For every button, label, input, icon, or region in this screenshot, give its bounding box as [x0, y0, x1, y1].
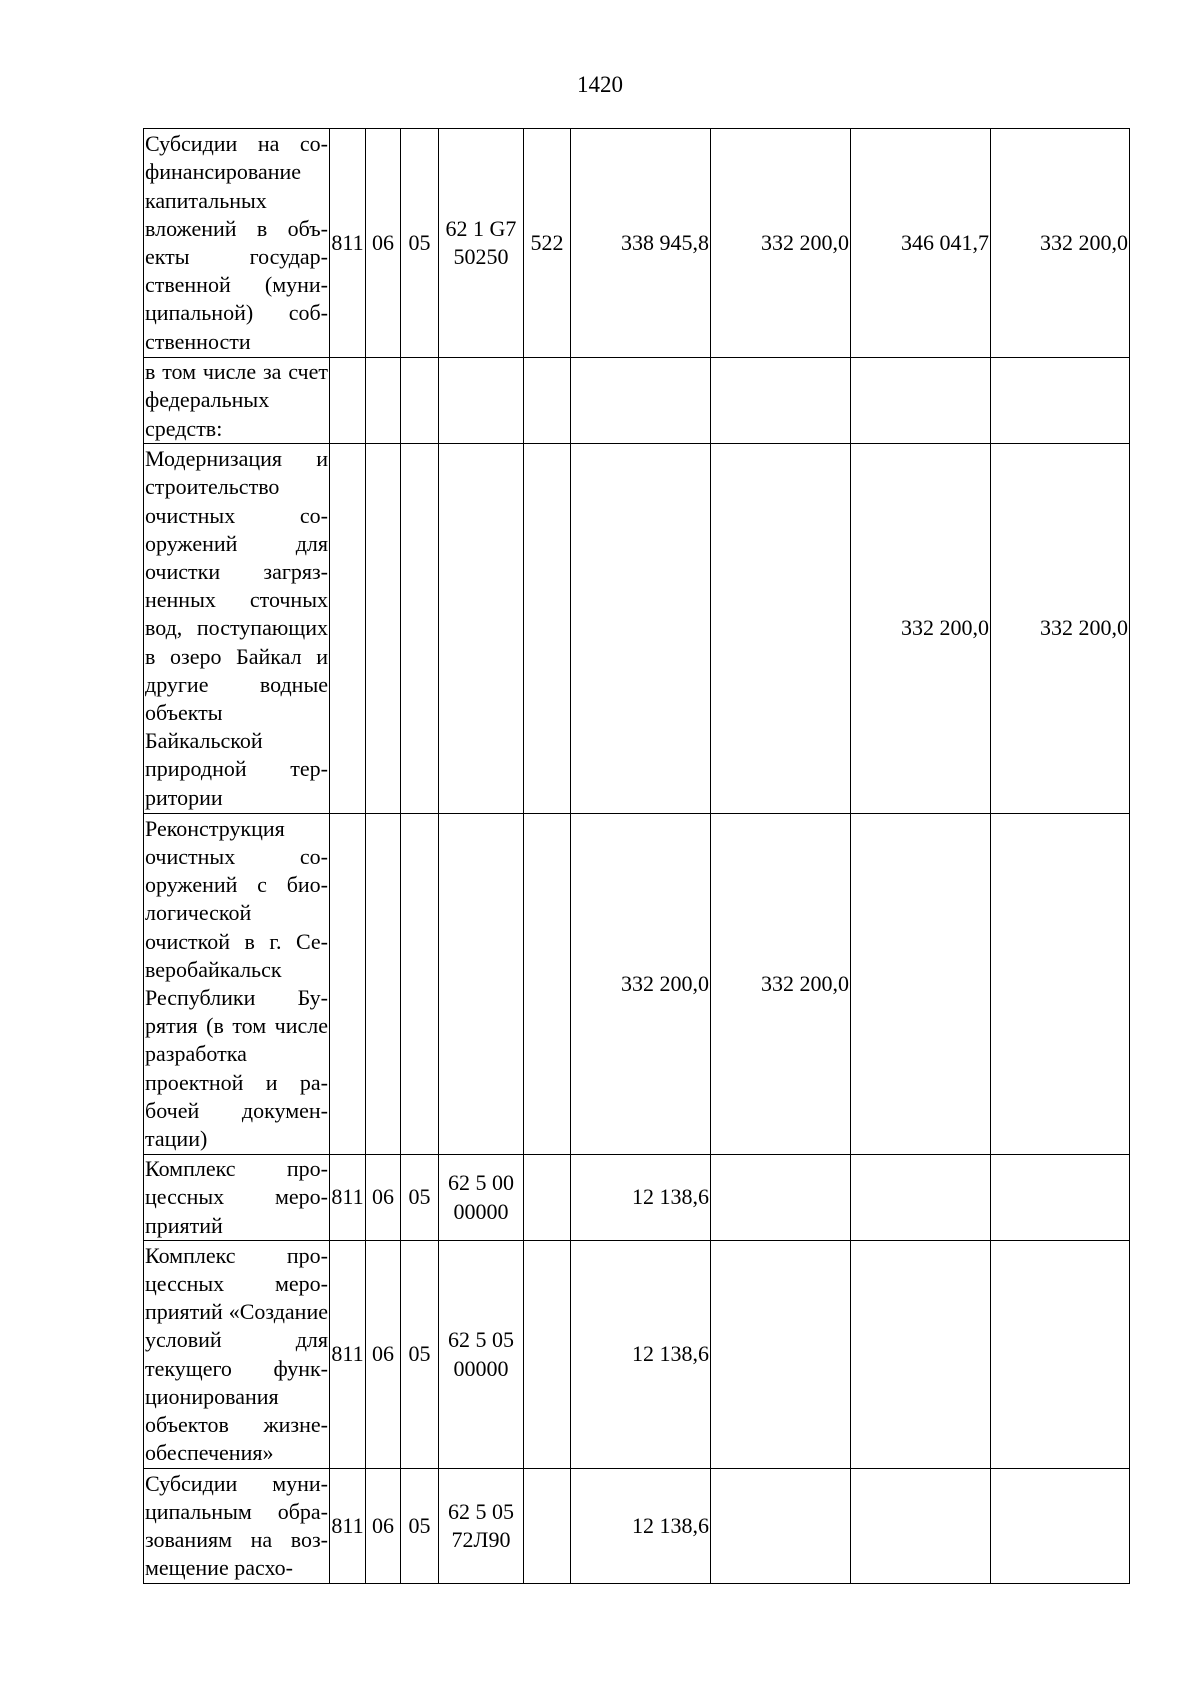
value-1: [571, 358, 711, 444]
value-3: [851, 358, 991, 444]
value-3: [851, 814, 991, 1155]
code-vr: [524, 1155, 571, 1241]
code-subsection: [401, 814, 439, 1155]
table-body: [144, 129, 1130, 1584]
value-2: [711, 1155, 851, 1241]
value-4: [991, 1241, 1130, 1469]
value-3: 346 041,7: [851, 129, 991, 358]
value-1: 12 138,6: [571, 1155, 711, 1241]
value-1: 332 200,0: [571, 814, 711, 1155]
code-vr: [524, 358, 571, 444]
code-vr: [524, 814, 571, 1155]
value-1: [571, 444, 711, 814]
code-subsection: 05: [401, 1241, 439, 1469]
value-2: [711, 1241, 851, 1469]
code-csr-part1: 62 5 00: [448, 1170, 514, 1196]
code-csr-part2: 72Л90: [451, 1527, 511, 1552]
code-vr: [524, 1469, 571, 1584]
code-vr: 522: [524, 129, 571, 358]
code-csr: [439, 129, 524, 358]
code-section: [366, 814, 401, 1155]
value-2: 332 200,0: [711, 129, 851, 358]
value-1: 338 945,8: [571, 129, 711, 358]
value-3: [851, 1469, 991, 1584]
value-2: [711, 1469, 851, 1584]
code-section: [366, 358, 401, 444]
code-csr: [439, 1469, 524, 1584]
code-admin: 811: [330, 1241, 366, 1469]
value-4: 332 200,0: [991, 444, 1130, 814]
value-3: [851, 1241, 991, 1469]
value-4: [991, 358, 1130, 444]
table-row: [144, 444, 1130, 814]
value-2: [711, 444, 851, 814]
value-3: 332 200,0: [851, 444, 991, 814]
table-row: [144, 1469, 1130, 1584]
row-name: Субсидии муниципальным образованиям на возмещение расхо-: [144, 1469, 330, 1584]
value-4: [991, 1469, 1130, 1584]
table-row: [144, 1155, 1130, 1241]
code-csr: [439, 814, 524, 1155]
code-csr-part1: 62 5 05: [448, 1327, 514, 1353]
code-csr-part2: 00000: [453, 1198, 509, 1224]
code-section: 06: [366, 1155, 401, 1241]
code-csr: [439, 1241, 524, 1469]
code-section: [366, 444, 401, 814]
code-subsection: 05: [401, 1469, 439, 1584]
row-name: Комплекс процессных мероприятий «Создание условий для текущего функционирования объектов жизнеобеспечения»: [144, 1241, 330, 1469]
code-csr-part1: 62 5 05: [448, 1498, 514, 1524]
code-subsection: 05: [401, 1155, 439, 1241]
code-admin: [330, 444, 366, 814]
code-admin: [330, 814, 366, 1155]
row-name: Комплекс процессных мероприятий: [144, 1155, 330, 1241]
code-csr: [439, 1155, 524, 1241]
row-name: Субсидии на софинансирование капитальных вложений в объекты государственной (муниципальной) собственности: [144, 129, 330, 358]
code-admin: 811: [330, 1469, 366, 1584]
row-name: Реконструкция очистных сооружений с биологической очисткой в г. Северобайкальск Республики Бурятия (в том числе разработка проектной и рабочей документации): [144, 814, 330, 1155]
row-name: в том числе за счет федеральных средств:: [144, 358, 330, 444]
value-1: 12 138,6: [571, 1241, 711, 1469]
table-row: [144, 129, 1130, 358]
value-1: 12 138,6: [571, 1469, 711, 1584]
code-csr-part1: 62 1 G7: [445, 215, 517, 241]
code-csr-part2: 50250: [453, 244, 509, 269]
table-row: [144, 358, 1130, 444]
code-csr-part2: 00000: [453, 1355, 509, 1381]
value-3: [851, 1155, 991, 1241]
value-4: 332 200,0: [991, 129, 1130, 358]
code-section: 06: [366, 1241, 401, 1469]
code-vr: [524, 444, 571, 814]
table-row: [144, 814, 1130, 1155]
code-csr: [439, 358, 524, 444]
code-admin: [330, 358, 366, 444]
value-2: [711, 358, 851, 444]
code-section: 06: [366, 1469, 401, 1584]
code-subsection: [401, 358, 439, 444]
budget-table: [143, 128, 1130, 1584]
value-2: 332 200,0: [711, 814, 851, 1155]
row-name: Модернизация и строительство очистных сооружений для очистки загрязненных сточных вод, поступающих в озеро Байкал и другие водные объекты Байкальской природной территории: [144, 444, 330, 814]
table-row: [144, 1241, 1130, 1469]
code-vr: [524, 1241, 571, 1469]
code-subsection: [401, 444, 439, 814]
code-admin: 811: [330, 129, 366, 358]
code-subsection: 05: [401, 129, 439, 358]
page-number: 1420: [577, 72, 623, 97]
value-4: [991, 814, 1130, 1155]
code-admin: 811: [330, 1155, 366, 1241]
code-section: 06: [366, 129, 401, 358]
value-4: [991, 1155, 1130, 1241]
code-csr: [439, 444, 524, 814]
